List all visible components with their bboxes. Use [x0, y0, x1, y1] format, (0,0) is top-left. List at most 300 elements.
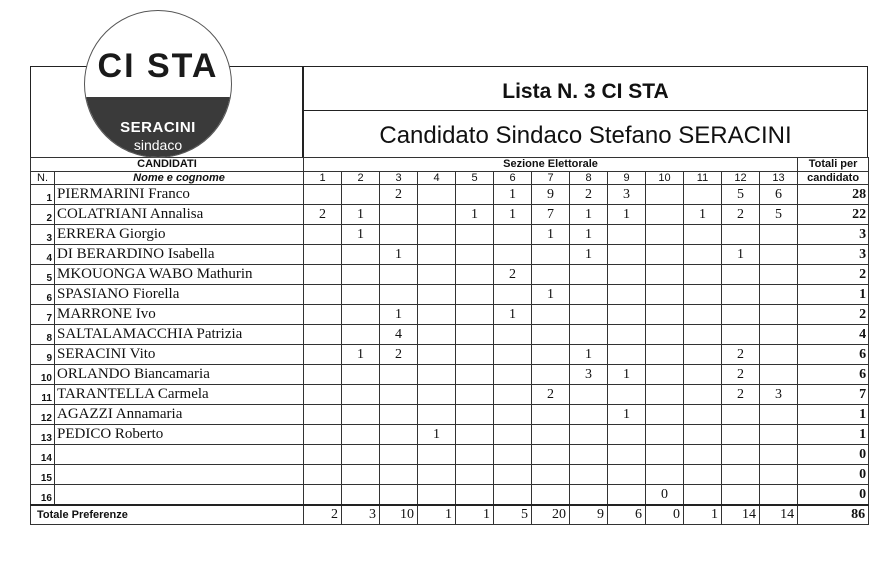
vote-cell [494, 405, 532, 425]
vote-cell [380, 425, 418, 445]
vote-cell [760, 265, 798, 285]
vote-cell [380, 205, 418, 225]
vote-cell: 1 [608, 205, 646, 225]
vote-cell [608, 445, 646, 465]
logo-role: sindaco [133, 137, 183, 153]
vote-cell [646, 265, 684, 285]
logo-wordmark: CI STA [97, 47, 219, 85]
vote-cell: 1 [380, 245, 418, 265]
vote-cell [494, 485, 532, 506]
section-total: 9 [570, 505, 608, 525]
vote-cell [304, 285, 342, 305]
vote-cell [760, 445, 798, 465]
candidate-total: 0 [798, 445, 869, 465]
vote-cell: 0 [646, 485, 684, 506]
row-number: 6 [31, 285, 55, 305]
vote-cell [380, 225, 418, 245]
vote-cell: 3 [570, 365, 608, 385]
vote-cell [418, 205, 456, 225]
vote-cell [456, 385, 494, 405]
vote-cell [456, 465, 494, 485]
vote-cell [494, 325, 532, 345]
vote-cell: 2 [494, 265, 532, 285]
vote-cell: 1 [418, 425, 456, 445]
vote-cell [418, 185, 456, 205]
vote-cell [418, 405, 456, 425]
totali-header-2: candidato [798, 172, 869, 185]
vote-cell [456, 185, 494, 205]
row-number: 4 [31, 245, 55, 265]
vote-cell [760, 485, 798, 506]
vote-cell [304, 245, 342, 265]
candidate-total: 22 [798, 205, 869, 225]
table-row [31, 425, 869, 445]
table-row [31, 325, 869, 345]
vote-cell [570, 265, 608, 285]
vote-cell [646, 425, 684, 445]
vote-cell [760, 425, 798, 445]
vote-cell [380, 385, 418, 405]
candidate-name: SERACINI Vito [55, 345, 304, 365]
section-header: 2 [342, 172, 380, 185]
row-number: 16 [31, 485, 55, 506]
vote-cell [684, 305, 722, 325]
section-header: 4 [418, 172, 456, 185]
section-total: 10 [380, 505, 418, 525]
candidate-total: 2 [798, 305, 869, 325]
section-header: 3 [380, 172, 418, 185]
vote-cell [646, 225, 684, 245]
vote-cell: 1 [456, 205, 494, 225]
section-header: 13 [760, 172, 798, 185]
vote-cell [760, 285, 798, 305]
vote-cell [494, 445, 532, 465]
vote-cell [304, 485, 342, 506]
vote-cell: 2 [532, 385, 570, 405]
vote-cell: 1 [570, 345, 608, 365]
vote-cell [342, 445, 380, 465]
vote-cell [532, 405, 570, 425]
vote-cell [608, 425, 646, 445]
vote-cell [342, 405, 380, 425]
vote-cell [304, 365, 342, 385]
vote-cell [608, 285, 646, 305]
candidate-name: AGAZZI Annamaria [55, 405, 304, 425]
vote-cell [570, 425, 608, 445]
section-total: 3 [342, 505, 380, 525]
table-row [31, 485, 869, 506]
vote-cell [684, 345, 722, 365]
logo-band [85, 97, 231, 158]
candidate-total: 2 [798, 265, 869, 285]
vote-cell: 2 [380, 185, 418, 205]
candidate-name: SPASIANO Fiorella [55, 285, 304, 305]
vote-cell [722, 465, 760, 485]
section-total: 2 [304, 505, 342, 525]
vote-cell: 1 [722, 245, 760, 265]
vote-cell: 1 [532, 285, 570, 305]
table-row [31, 225, 869, 245]
vote-cell [304, 425, 342, 445]
section-total: 1 [456, 505, 494, 525]
vote-cell [684, 245, 722, 265]
candidate-name: MARRONE Ivo [55, 305, 304, 325]
vote-cell [722, 405, 760, 425]
vote-cell [760, 365, 798, 385]
vote-cell: 1 [342, 225, 380, 245]
candidate-total: 1 [798, 425, 869, 445]
section-header: 9 [608, 172, 646, 185]
vote-cell [684, 365, 722, 385]
vote-cell [418, 385, 456, 405]
vote-cell [494, 345, 532, 365]
vote-cell [684, 325, 722, 345]
section-header: 10 [646, 172, 684, 185]
candidate-total: 0 [798, 485, 869, 506]
row-number: 10 [31, 365, 55, 385]
vote-cell: 6 [760, 185, 798, 205]
candidate-name: ORLANDO Biancamaria [55, 365, 304, 385]
vote-cell [418, 305, 456, 325]
candidate-name [55, 485, 304, 506]
vote-cell [532, 345, 570, 365]
vote-cell [456, 245, 494, 265]
row-number: 15 [31, 465, 55, 485]
vote-cell [532, 325, 570, 345]
vote-cell: 1 [342, 345, 380, 365]
vote-cell [380, 365, 418, 385]
vote-cell: 2 [304, 205, 342, 225]
candidate-total: 6 [798, 345, 869, 365]
row-number: 14 [31, 445, 55, 465]
vote-cell [456, 225, 494, 245]
vote-cell [342, 365, 380, 385]
vote-cell [760, 345, 798, 365]
vote-cell [570, 405, 608, 425]
vote-cell: 2 [722, 385, 760, 405]
vote-cell [608, 245, 646, 265]
table-row [31, 445, 869, 465]
candidati-header: CANDIDATI [31, 158, 304, 172]
vote-cell [304, 445, 342, 465]
candidate-total: 1 [798, 285, 869, 305]
candidate-name: TARANTELLA Carmela [55, 385, 304, 405]
candidate-total: 1 [798, 405, 869, 425]
table-row [31, 285, 869, 305]
row-number: 7 [31, 305, 55, 325]
vote-cell [608, 325, 646, 345]
vote-cell [342, 265, 380, 285]
section-total: 5 [494, 505, 532, 525]
vote-cell [684, 425, 722, 445]
vote-cell [684, 445, 722, 465]
vote-cell [646, 285, 684, 305]
vote-cell [380, 485, 418, 506]
vote-cell [418, 285, 456, 305]
name-header: Nome e cognome [55, 172, 304, 185]
vote-cell [570, 465, 608, 485]
row-number: 11 [31, 385, 55, 405]
vote-cell [304, 305, 342, 325]
vote-cell [456, 265, 494, 285]
vote-cell: 2 [722, 345, 760, 365]
section-header: 11 [684, 172, 722, 185]
vote-cell: 2 [570, 185, 608, 205]
vote-cell [722, 485, 760, 506]
section-header: 7 [532, 172, 570, 185]
section-total: 14 [722, 505, 760, 525]
vote-cell [342, 285, 380, 305]
vote-cell [418, 485, 456, 506]
vote-cell: 3 [608, 185, 646, 205]
table-row [31, 385, 869, 405]
vote-cell [608, 385, 646, 405]
vote-cell [418, 465, 456, 485]
vote-cell [494, 465, 532, 485]
section-total: 20 [532, 505, 570, 525]
vote-cell [684, 225, 722, 245]
candidate-total: 4 [798, 325, 869, 345]
vote-cell [570, 385, 608, 405]
vote-cell [304, 225, 342, 245]
vote-cell [722, 325, 760, 345]
logo-name: SERACINI [120, 119, 196, 136]
vote-cell [646, 365, 684, 385]
section-total: 1 [418, 505, 456, 525]
vote-cell [418, 265, 456, 285]
vote-cell [532, 365, 570, 385]
vote-cell [646, 445, 684, 465]
table-row [31, 185, 869, 205]
table-row [31, 345, 869, 365]
vote-cell [646, 405, 684, 425]
ci-sta-logo [84, 10, 232, 158]
vote-cell [304, 185, 342, 205]
vote-cell [418, 325, 456, 345]
section-total: 1 [684, 505, 722, 525]
vote-cell [532, 485, 570, 506]
vote-cell [608, 265, 646, 285]
candidate-name [55, 445, 304, 465]
vote-cell: 1 [570, 225, 608, 245]
vote-cell [494, 365, 532, 385]
vote-cell [760, 405, 798, 425]
candidate-name: PEDICO Roberto [55, 425, 304, 445]
vote-cell [684, 285, 722, 305]
table-row [31, 465, 869, 485]
vote-cell [722, 285, 760, 305]
vote-cell [304, 385, 342, 405]
vote-cell [532, 305, 570, 325]
totali-header-1: Totali per [798, 158, 869, 172]
row-number: 3 [31, 225, 55, 245]
vote-cell [380, 285, 418, 305]
candidate-name: COLATRIANI Annalisa [55, 205, 304, 225]
vote-cell [608, 465, 646, 485]
vote-cell [532, 245, 570, 265]
row-number: 13 [31, 425, 55, 445]
list-title: Lista N. 3 CI STA [502, 80, 669, 103]
vote-cell [646, 345, 684, 365]
candidate-name: DI BERARDINO Isabella [55, 245, 304, 265]
candidate-total: 3 [798, 245, 869, 265]
vote-cell: 9 [532, 185, 570, 205]
vote-cell [684, 385, 722, 405]
vote-cell [380, 265, 418, 285]
vote-cell [418, 365, 456, 385]
vote-cell [760, 325, 798, 345]
vote-cell [760, 225, 798, 245]
vote-cell [646, 325, 684, 345]
vote-cell [532, 265, 570, 285]
table-row [31, 365, 869, 385]
row-number: 1 [31, 185, 55, 205]
vote-cell [646, 385, 684, 405]
vote-cell [532, 445, 570, 465]
candidate-title: Candidato Sindaco Stefano SERACINI [379, 122, 792, 149]
vote-cell [304, 265, 342, 285]
vote-cell [342, 325, 380, 345]
vote-cell [722, 305, 760, 325]
vote-cell [722, 265, 760, 285]
section-header: 6 [494, 172, 532, 185]
candidate-name [55, 465, 304, 485]
table-row [31, 245, 869, 265]
candidate-name: MKOUONGA WABO Mathurin [55, 265, 304, 285]
vote-cell [456, 405, 494, 425]
vote-cell: 1 [494, 205, 532, 225]
vote-cell [722, 225, 760, 245]
header-divider [303, 110, 868, 111]
vote-cell [342, 185, 380, 205]
vote-cell: 7 [532, 205, 570, 225]
candidate-name: SALTALAMACCHIA Patrizia [55, 325, 304, 345]
vote-cell: 1 [608, 405, 646, 425]
vote-cell [456, 425, 494, 445]
candidate-name: ERRERA Giorgio [55, 225, 304, 245]
vote-cell [684, 405, 722, 425]
section-total: 6 [608, 505, 646, 525]
vote-cell [342, 385, 380, 405]
vote-cell [418, 445, 456, 465]
vote-cell: 5 [722, 185, 760, 205]
vote-cell [684, 485, 722, 506]
vote-cell [380, 445, 418, 465]
sezione-header: Sezione Elettorale [304, 158, 798, 172]
grand-total: 86 [798, 505, 869, 525]
vote-cell [684, 185, 722, 205]
vote-cell [722, 445, 760, 465]
vote-cell [494, 285, 532, 305]
vote-cell: 1 [608, 365, 646, 385]
candidate-total: 7 [798, 385, 869, 405]
vote-cell: 1 [494, 185, 532, 205]
vote-cell [456, 445, 494, 465]
preferences-table [30, 157, 869, 525]
row-number: 8 [31, 325, 55, 345]
vote-cell [304, 325, 342, 345]
vote-cell: 2 [380, 345, 418, 365]
totals-label: Totale Preferenze [31, 505, 304, 525]
vote-cell [304, 345, 342, 365]
vote-cell [342, 305, 380, 325]
vote-cell [532, 465, 570, 485]
vote-cell: 1 [532, 225, 570, 245]
vote-cell [608, 345, 646, 365]
candidate-name: PIERMARINI Franco [55, 185, 304, 205]
row-number: 9 [31, 345, 55, 365]
candidate-total: 6 [798, 365, 869, 385]
vote-cell [342, 245, 380, 265]
vote-cell [646, 305, 684, 325]
vote-cell: 5 [760, 205, 798, 225]
vote-cell: 2 [722, 365, 760, 385]
vote-cell [456, 345, 494, 365]
vote-cell [304, 465, 342, 485]
vote-cell [418, 245, 456, 265]
vote-cell [418, 225, 456, 245]
vote-cell [722, 425, 760, 445]
vote-cell: 2 [722, 205, 760, 225]
row-number: 5 [31, 265, 55, 285]
vote-cell [684, 465, 722, 485]
vote-cell [646, 465, 684, 485]
vote-cell [342, 465, 380, 485]
table-row [31, 305, 869, 325]
vote-cell [494, 225, 532, 245]
vote-cell [608, 305, 646, 325]
row-number: 2 [31, 205, 55, 225]
vote-cell [342, 485, 380, 506]
vote-cell [646, 245, 684, 265]
table-row [31, 265, 869, 285]
section-header: 12 [722, 172, 760, 185]
section-total: 14 [760, 505, 798, 525]
section-total: 0 [646, 505, 684, 525]
vote-cell [456, 485, 494, 506]
vote-cell: 1 [342, 205, 380, 225]
vote-cell [570, 305, 608, 325]
vote-cell [380, 405, 418, 425]
candidate-total: 28 [798, 185, 869, 205]
vote-cell: 1 [380, 305, 418, 325]
vote-cell [456, 365, 494, 385]
vote-cell [494, 245, 532, 265]
candidate-total: 0 [798, 465, 869, 485]
vote-cell [418, 345, 456, 365]
vote-cell [570, 285, 608, 305]
vote-cell: 1 [684, 205, 722, 225]
vote-cell [760, 305, 798, 325]
vote-cell [494, 385, 532, 405]
vote-cell: 1 [570, 245, 608, 265]
vote-cell [456, 325, 494, 345]
vote-cell [646, 185, 684, 205]
vote-cell [342, 425, 380, 445]
section-header: 1 [304, 172, 342, 185]
vote-cell [570, 485, 608, 506]
candidate-total: 3 [798, 225, 869, 245]
vote-cell [570, 325, 608, 345]
vote-cell [684, 265, 722, 285]
vote-cell [570, 445, 608, 465]
vote-cell: 1 [494, 305, 532, 325]
vote-cell [760, 465, 798, 485]
vote-cell: 1 [570, 205, 608, 225]
vote-cell [646, 205, 684, 225]
table-row [31, 205, 869, 225]
table-row [31, 405, 869, 425]
